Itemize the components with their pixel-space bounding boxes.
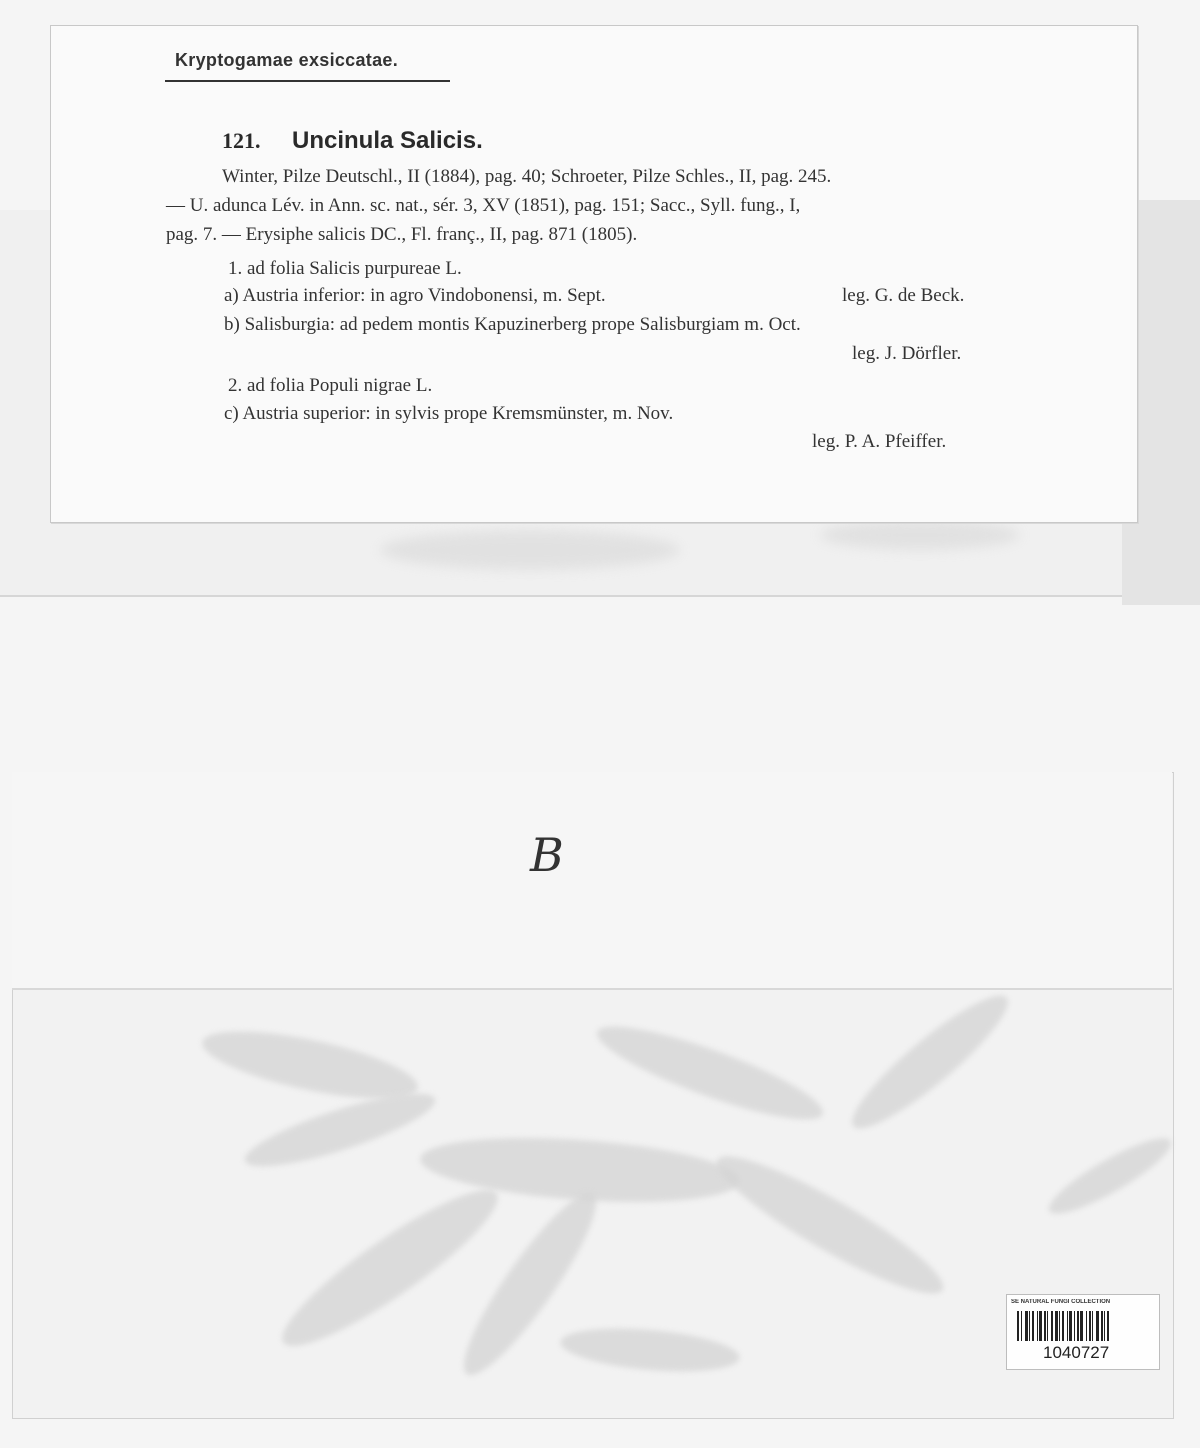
reference-line: Winter, Pilze Deutschl., II (1884), pag. 40; Schroeter, Pilze Schles., II, pag. 245. [222,166,832,187]
envelope-flap [12,772,1172,990]
collector-a: leg. G. de Beck. [842,285,965,306]
barcode-number: 1040727 [1043,1343,1110,1362]
collector-c: leg. P. A. Pfeiffer. [812,431,947,452]
locality-a: a) Austria inferior: in agro Vindobonensi, m. Sept. [224,285,606,306]
series-rule [165,80,450,82]
host-line: 1. ad folia Salicis purpureae L. [228,258,462,279]
upper-leaf-shadow [380,530,680,570]
taxon-header [222,127,483,155]
barcode [1017,1311,1149,1341]
series-title: Kryptogamae exsiccatae. [175,50,399,70]
envelope-letter: B [530,828,564,882]
specimen-number: 121. [222,128,261,153]
locality-c: c) Austria superior: in sylvis prope Kremsmünster, m. Nov. [224,403,674,424]
taxon-name: Uncinula Salicis. [292,127,483,154]
reference-line: — U. adunca Lév. in Ann. sc. nat., sér. 3, XV (1851), pag. 151; Sacc., Syll. fung., I, [166,195,801,216]
reference-line: pag. 7. — Erysiphe salicis DC., Fl. franç., II, pag. 871 (1805). [166,224,638,245]
specimen-label [50,25,1138,523]
barcode-sticker [1006,1294,1160,1370]
locality-b: b) Salisburgia: ad pedem montis Kapuzinerberg prope Salisburgiam m. Oct. [224,314,801,335]
sticker-header: SE NATURAL FUNGI COLLECTION [1011,1299,1111,1305]
upper-leaf-shadow [820,520,1020,550]
collector-b: leg. J. Dörfler. [852,343,962,364]
host-line: 2. ad folia Populi nigrae L. [228,375,433,396]
